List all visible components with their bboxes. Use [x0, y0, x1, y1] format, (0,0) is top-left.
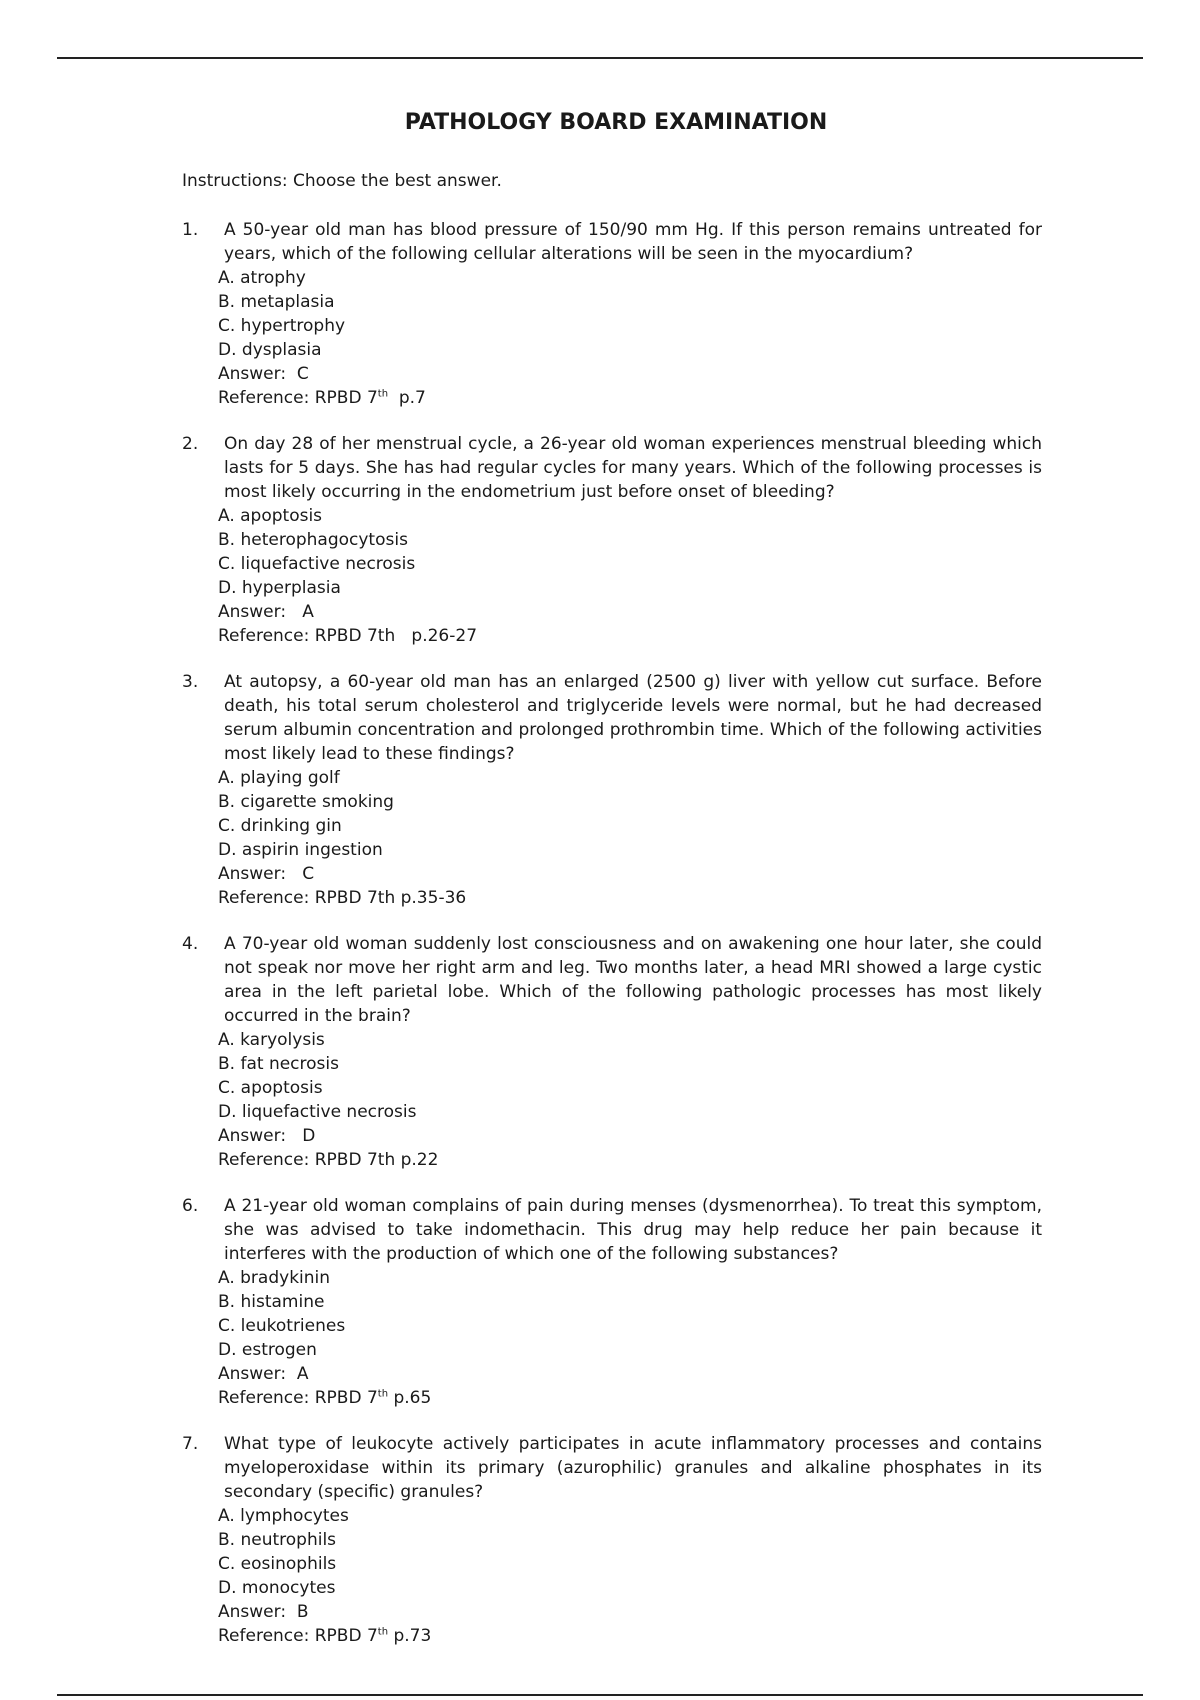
answer-option: B. histamine [218, 1292, 325, 1312]
answer-option: A. karyolysis [218, 1030, 325, 1050]
page-title: PATHOLOGY BOARD EXAMINATION [404, 110, 828, 135]
answer-key: Answer: B [218, 1602, 309, 1622]
reference-edition-superscript: th [377, 1388, 389, 1400]
question-number: 2. [182, 434, 199, 454]
answer-option: C. eosinophils [218, 1554, 337, 1574]
reference-page: p.7 [388, 388, 426, 408]
answer-option: D. estrogen [218, 1340, 317, 1360]
reference-text: Reference: RPBD 7 [218, 1626, 378, 1646]
reference-text: Reference: RPBD 7 [218, 1388, 378, 1408]
reference-edition-superscript: th [377, 388, 389, 400]
question-stem: At autopsy, a 60-year old man has an enlarged (2500 g) liver with yellow cut surface. Before death, his total serum cholesterol and triglyceride levels were normal, but he had decreased serum albumin concentration and prolonged prothrombin time. Which of the following activities most likely lead to these findings? [224, 672, 1042, 764]
question-item [182, 932, 1042, 1172]
answer-option: D. dysplasia [218, 340, 322, 360]
answer-option: A. apoptosis [218, 506, 323, 526]
reference-text: Reference: RPBD 7th p.26-27 [218, 626, 478, 646]
answer-option: C. hypertrophy [218, 316, 346, 336]
answer-option: B. metaplasia [218, 292, 335, 312]
answer-option: D. monocytes [218, 1578, 336, 1598]
answer-option: A. atrophy [218, 268, 306, 288]
reference [218, 1624, 1042, 1648]
question-number: 7. [182, 1434, 199, 1454]
answer-key: Answer: A [218, 1364, 309, 1384]
question-stem: A 50-year old man has blood pressure of 150/90 mm Hg. If this person remains untreated for years, which of the following cellular alterations will be seen in the myocardium? [224, 220, 1042, 264]
question-list [182, 218, 1042, 1670]
reference-text: Reference: RPBD 7 [218, 388, 378, 408]
reference-text: Reference: RPBD 7th p.22 [218, 1150, 439, 1170]
question-number: 1. [182, 220, 199, 240]
answer-option: B. heterophagocytosis [218, 530, 408, 550]
answer-option: D. liquefactive necrosis [218, 1102, 417, 1122]
question-item [182, 670, 1042, 910]
instructions: Instructions: Choose the best answer. [182, 171, 502, 191]
option-list [218, 1504, 1042, 1600]
answer-option: C. drinking gin [218, 816, 342, 836]
option-list [218, 504, 1042, 600]
reference-page: p.65 [388, 1388, 432, 1408]
question-item [182, 218, 1042, 410]
question-item [182, 1432, 1042, 1648]
question-item [182, 432, 1042, 648]
answer-option: B. cigarette smoking [218, 792, 394, 812]
question-number: 3. [182, 672, 199, 692]
question-number: 6. [182, 1196, 199, 1216]
answer-option: D. hyperplasia [218, 578, 341, 598]
answer-key: Answer: C [218, 364, 309, 384]
reference [218, 1386, 1042, 1410]
answer-key: Answer: C [218, 864, 315, 884]
answer-option: B. fat necrosis [218, 1054, 339, 1074]
reference [218, 624, 1042, 648]
answer-option: A. lymphocytes [218, 1506, 349, 1526]
reference-page: p.73 [388, 1626, 432, 1646]
reference [218, 1148, 1042, 1172]
answer-option: A. playing golf [218, 768, 340, 788]
answer-option: A. bradykinin [218, 1268, 331, 1288]
reference-text: Reference: RPBD 7th p.35-36 [218, 888, 467, 908]
top-rule [57, 57, 1143, 59]
answer-option: C. apoptosis [218, 1078, 323, 1098]
question-stem: A 21-year old woman complains of pain during menses (dysmenorrhea). To treat this symptom, she was advised to take indomethacin. This drug may help reduce her pain because it interferes with the production of which one of the following substances? [224, 1196, 1042, 1264]
question-item [182, 1194, 1042, 1410]
answer-option: B. neutrophils [218, 1530, 337, 1550]
answer-option: D. aspirin ingestion [218, 840, 383, 860]
option-list [218, 1028, 1042, 1124]
answer-option: C. liquefactive necrosis [218, 554, 416, 574]
reference [218, 386, 1042, 410]
reference [218, 886, 1042, 910]
option-list [218, 266, 1042, 362]
bottom-rule [57, 1694, 1143, 1696]
option-list [218, 766, 1042, 862]
question-number: 4. [182, 934, 199, 954]
option-list [218, 1266, 1042, 1362]
answer-key: Answer: A [218, 602, 314, 622]
answer-option: C. leukotrienes [218, 1316, 346, 1336]
answer-key: Answer: D [218, 1126, 316, 1146]
question-stem: A 70-year old woman suddenly lost consciousness and on awakening one hour later, she could not speak nor move her right arm and leg. Two months later, a head MRI showed a large cystic area in the left parietal lobe. Which of the following pathologic processes has most likely occurred in the brain? [224, 934, 1042, 1026]
reference-edition-superscript: th [377, 1626, 389, 1638]
question-stem: On day 28 of her menstrual cycle, a 26-year old woman experiences menstrual bleeding which lasts for 5 days. She has had regular cycles for many years. Which of the following processes is most likely occurring in the endometrium just before onset of bleeding? [224, 434, 1042, 502]
question-stem: What type of leukocyte actively participates in acute inflammatory processes and contains myeloperoxidase within its primary (azurophilic) granules and alkaline phosphates in its secondary (specific) granules? [224, 1434, 1042, 1502]
